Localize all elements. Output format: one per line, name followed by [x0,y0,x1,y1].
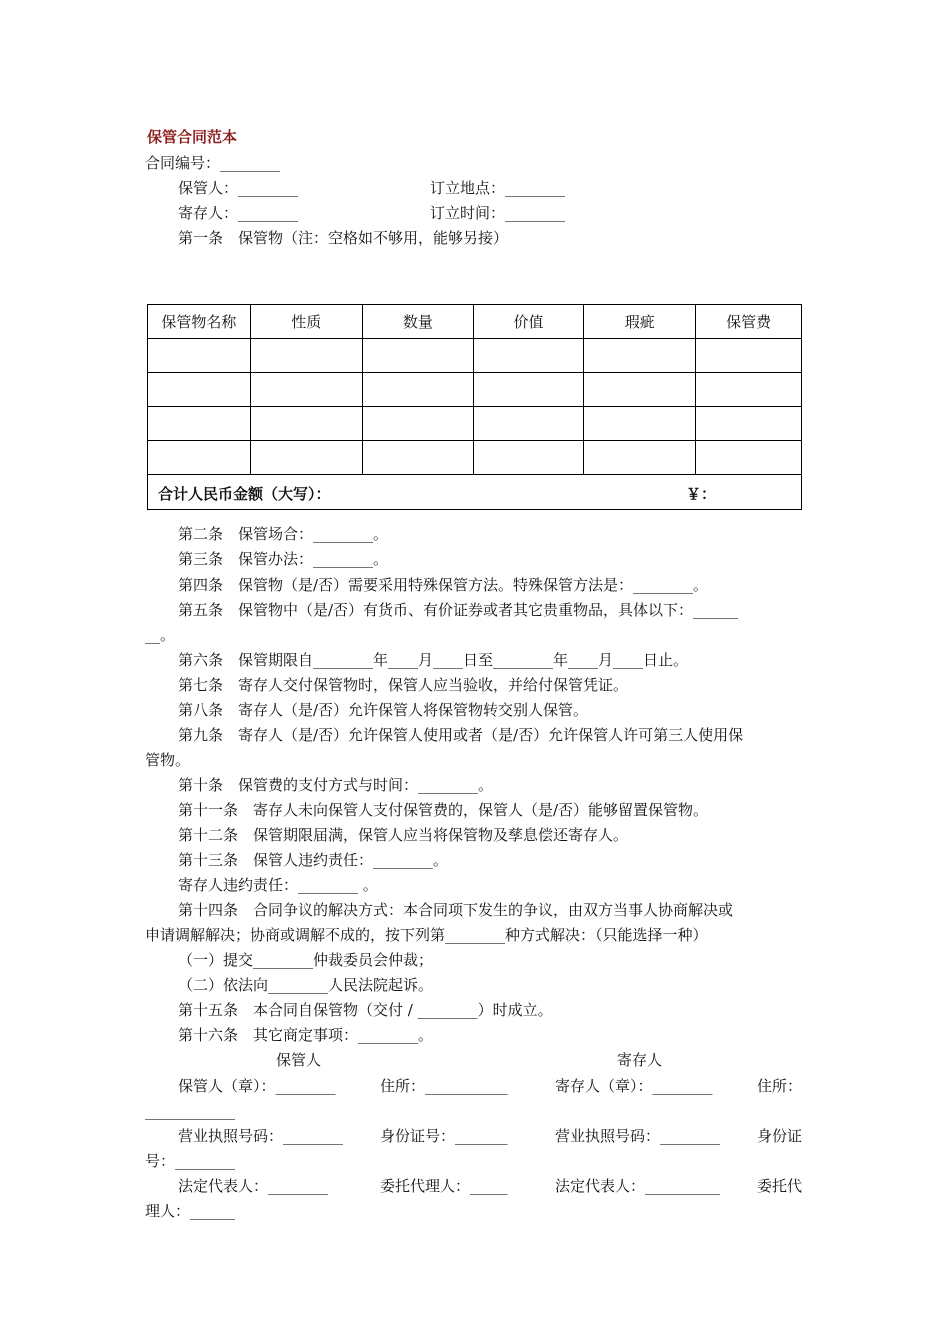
depositor-field: 寄存人：________ [178,204,299,222]
table-cell [584,373,696,407]
table-header-cell: 保管物名称 [148,305,250,339]
table-row [148,373,801,407]
table-header-cell: 性质 [250,305,362,339]
table-cell [696,339,801,373]
table-cell [250,407,362,441]
article-12: 第十二条 保管期限届满，保管人应当将保管物及孳息偿还寄存人。 [178,826,629,844]
depositary-seal: 保管人（章）：________ [178,1077,336,1095]
table-cell [473,407,583,441]
depositary-field: 保管人：________ [178,179,299,197]
depositor-agent-label: 委托代 [757,1177,803,1195]
table-header-cell: 数量 [362,305,473,339]
table-cell [362,339,473,373]
table-cell [148,407,250,441]
depositor-id-blank: 号：________ [145,1152,236,1170]
depositor-legal-rep: 法定代表人：__________ [555,1177,721,1195]
depositor-license: 营业执照号码：________ [555,1127,721,1145]
table-cell [250,373,362,407]
article-10: 第十条 保管费的支付方式与时间：________。 [178,776,494,794]
sign-place-field: 订立地点：________ [430,179,566,197]
depositor-address-blank: ____________ [145,1102,235,1120]
table-row [148,441,801,475]
table-cell [362,441,473,475]
table-cell [473,339,583,373]
article-14: 第十四条 合同争议的解决方式：本合同项下发生的争议，由双方当事人协商解决或 [178,901,734,919]
table-cell [362,407,473,441]
article-7: 第七条 寄存人交付保管物时，保管人应当验收，并给付保管凭证。 [178,676,629,694]
table-cell [696,441,801,475]
article-6: 第六条 保管期限自________年____月____日至________年____月____日止。 [178,651,689,669]
table-cell [584,339,696,373]
table-row [148,407,801,441]
table-header-cell: 瑕疵 [584,305,696,339]
custody-items-table [147,304,802,510]
depositor-agent-blank: 理人：______ [145,1202,236,1220]
table-cell [250,339,362,373]
article-5: 第五条 保管物中（是/否）有货币、有价证券或者其它贵重物品，具体以下：______ [178,601,739,619]
article-4: 第四条 保管物（是/否）需要采用特殊保管方法。特殊保管方法是：________。 [178,576,709,594]
article-14-cont: 申请调解解决；协商或调解不成的，按下列第________种方式解决：（只能选择一种） [145,926,708,944]
article-8: 第八条 寄存人（是/否）允许保管人将保管物转交别人保管。 [178,701,589,719]
depositor-address-label: 住所： [757,1077,803,1095]
signature-head-depositor: 寄存人 [617,1051,663,1069]
page-title: 保管合同范本 [147,128,238,146]
table-cell [148,441,250,475]
depositary-legal-rep: 法定代表人：________ [178,1177,329,1195]
table-cell [473,441,583,475]
total-yen-label: ￥： [686,485,717,503]
table-cell [250,441,362,475]
table-header-row [148,305,801,339]
article-13-depositor: 寄存人违约责任：________ 。 [178,876,378,894]
article-2: 第二条 保管场合：________。 [178,525,389,543]
article-9: 第九条 寄存人（是/否）允许保管人使用或者（是/否）允许保管人许可第三人使用保 [178,726,744,744]
depositary-id: 身份证号：_______ [380,1127,508,1145]
article-9-cont: 管物。 [145,751,191,769]
depositary-address: 住所：___________ [380,1077,508,1095]
contract-number: 合同编号：________ [145,154,281,172]
table-cell [148,373,250,407]
table-header-cell: 价值 [473,305,583,339]
depositary-license: 营业执照号码：________ [178,1127,344,1145]
article-16: 第十六条 其它商定事项：________。 [178,1026,434,1044]
table-cell [584,407,696,441]
table-cell [696,373,801,407]
table-row [148,339,801,373]
article-13: 第十三条 保管人违约责任：________。 [178,851,449,869]
total-label: 合计人民币金额（大写）： [158,485,331,503]
sign-time-field: 订立时间：________ [430,204,566,222]
table-header-cell: 保管费 [696,305,801,339]
article-11: 第十一条 寄存人未向保管人支付保管费的，保管人（是/否）能够留置保管物。 [178,801,709,819]
depositary-agent: 委托代理人：_____ [380,1177,508,1195]
table-cell [148,339,250,373]
table-cell [584,441,696,475]
article-14-option-1: （一）提交________仲裁委员会仲裁； [178,951,434,969]
article-3: 第三条 保管办法：________。 [178,550,389,568]
article-5-cont: __。 [145,626,176,644]
table-cell [696,407,801,441]
table-cell [473,373,583,407]
article-14-option-2: （二）依法向________人民法院起诉。 [178,976,434,994]
depositor-seal: 寄存人（章）：________ [555,1077,713,1095]
signature-head-depositary: 保管人 [276,1051,322,1069]
depositor-id-label: 身份证 [757,1127,803,1145]
table-cell [362,373,473,407]
article-15: 第十五条 本合同自保管物（交付 / ________）时成立。 [178,1001,553,1019]
table-total-row [148,476,801,509]
article-1: 第一条 保管物（注：空格如不够用，能够另接） [178,229,509,247]
